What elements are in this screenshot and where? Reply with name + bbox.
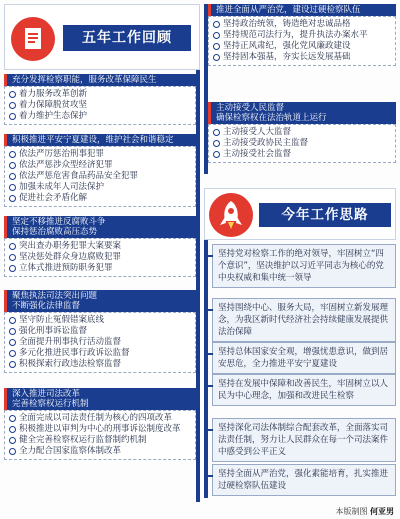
group-items [4, 146, 196, 207]
list-item: 全面完成以司法责任制为核心的四项改革 [9, 413, 191, 424]
plan-item-6: 坚持全面从严治党，强化素能培育，扎实推进过硬检察队伍建设 [212, 464, 396, 496]
list-item: 加强未成年人司法保护 [9, 182, 191, 193]
list-item: 主动接受人大监督 [213, 127, 391, 138]
group-items [4, 86, 196, 125]
group-heading: 深入推进司法改革 完善检察权运行机制 [4, 388, 196, 410]
list-item: 全面提升刑事执行活动监督 [9, 337, 191, 348]
rocket-icon [209, 193, 253, 237]
plan-item-5: 坚持深化司法体制综合配套改革，全面落实司法责任制，努力让人民群众在每一个司法案件中感受到公平正义 [212, 418, 396, 462]
list-item: 突出查办职务犯罪大案要案 [9, 241, 191, 252]
list-item: 坚决惩处群众身边腐败犯罪 [9, 252, 191, 263]
group-items [208, 124, 396, 163]
list-item: 多元化推进民事行政诉讼监督 [9, 348, 191, 359]
plan-item-1: 坚持党对检察工作的绝对领导，牢固树立“四个意识”，坚决维护以习近平同志为核心的党中央权威和集中统一领导 [212, 244, 396, 288]
plan-timeline [204, 240, 208, 498]
group-heading: 积极推进平安宁夏建设，维护社会和谐稳定 [4, 134, 196, 146]
document-icon [11, 17, 55, 61]
left-timeline [196, 70, 200, 502]
credit-line: 本版制图 何亚男 [335, 507, 394, 516]
list-item: 依法严惩涉众型经济犯罪 [9, 160, 191, 171]
group-heading: 主动接受人民监督 确保检察权在法治轨道上运行 [208, 102, 396, 124]
review-header [4, 4, 200, 70]
group-heading: 坚定不移推进反腐败斗争 保持惩治腐败高压态势 [4, 216, 196, 238]
list-item: 积极探索行政违法检察监督 [9, 359, 191, 370]
list-item: 依法严惩危害食品药品安全犯罪 [9, 171, 191, 182]
list-item: 着力保障脱贫攻坚 [9, 100, 191, 111]
list-item: 依法严厉惩治刑事犯罪 [9, 149, 191, 160]
group-items [4, 238, 196, 277]
list-item: 坚持固本强基，夯实长远发展基础 [213, 52, 391, 63]
review-group-4 [4, 290, 196, 373]
right-column [204, 4, 396, 504]
review-group-6 [208, 4, 396, 66]
list-item: 主动接受社会监督 [213, 149, 391, 160]
list-item: 健全完善检察权运行监督制约机制 [9, 435, 191, 446]
group-heading: 聚焦执法司法突出问题 不断强化法律监督 [4, 290, 196, 312]
plan-item-3: 坚持总体国家安全观，增强忧患意识，做到居安思危，全力推进平安宁夏建设 [212, 342, 396, 374]
review-group-7 [208, 102, 396, 163]
plan-item-2: 坚持围绕中心、服务大局，牢固树立新发展理念，为我区新时代经济社会持续健康发展提供法治保障 [212, 298, 396, 342]
list-item: 坚持政治统领，铸造绝对忠诚品格 [213, 19, 391, 30]
list-item: 坚守防止冤假错案底线 [9, 315, 191, 326]
review-group-5 [4, 388, 196, 460]
group-heading: 推进全面从严治党，建设过硬检察队伍 [208, 4, 396, 16]
group-heading: 充分发挥检察职能，服务改革保障民生 [4, 74, 196, 86]
group-items [4, 410, 196, 460]
group-items [4, 312, 196, 373]
review-title: 五年工作回顾 [63, 25, 191, 51]
plan-item-4: 坚持在发展中保障和改善民生，牢固树立以人民为中心理念，加强和改进民生检察 [212, 374, 396, 406]
plan-header [204, 188, 396, 240]
list-item: 全力配合国家监察体制改革 [9, 446, 191, 457]
list-item: 立体式推进预防职务犯罪 [9, 263, 191, 274]
list-item: 坚持规范司法行为，提升执法办案水平 [213, 30, 391, 41]
five-year-review-column [4, 4, 200, 504]
group-items [208, 16, 396, 66]
list-item: 积极推进以审判为中心的刑事诉讼制度改革 [9, 424, 191, 435]
list-item: 着力服务改革创新 [9, 89, 191, 100]
list-item: 坚持正风肃纪，强化党风廉政建设 [213, 41, 391, 52]
review-group-1 [4, 74, 196, 125]
list-item: 促进社会矛盾化解 [9, 193, 191, 204]
review-group-3 [4, 216, 196, 277]
plan-title: 今年工作思路 [259, 203, 391, 227]
list-item: 强化刑事诉讼监督 [9, 326, 191, 337]
list-item: 主动接受政协民主监督 [213, 138, 391, 149]
list-item: 着力维护生态保护 [9, 111, 191, 122]
review-group-2 [4, 134, 196, 207]
